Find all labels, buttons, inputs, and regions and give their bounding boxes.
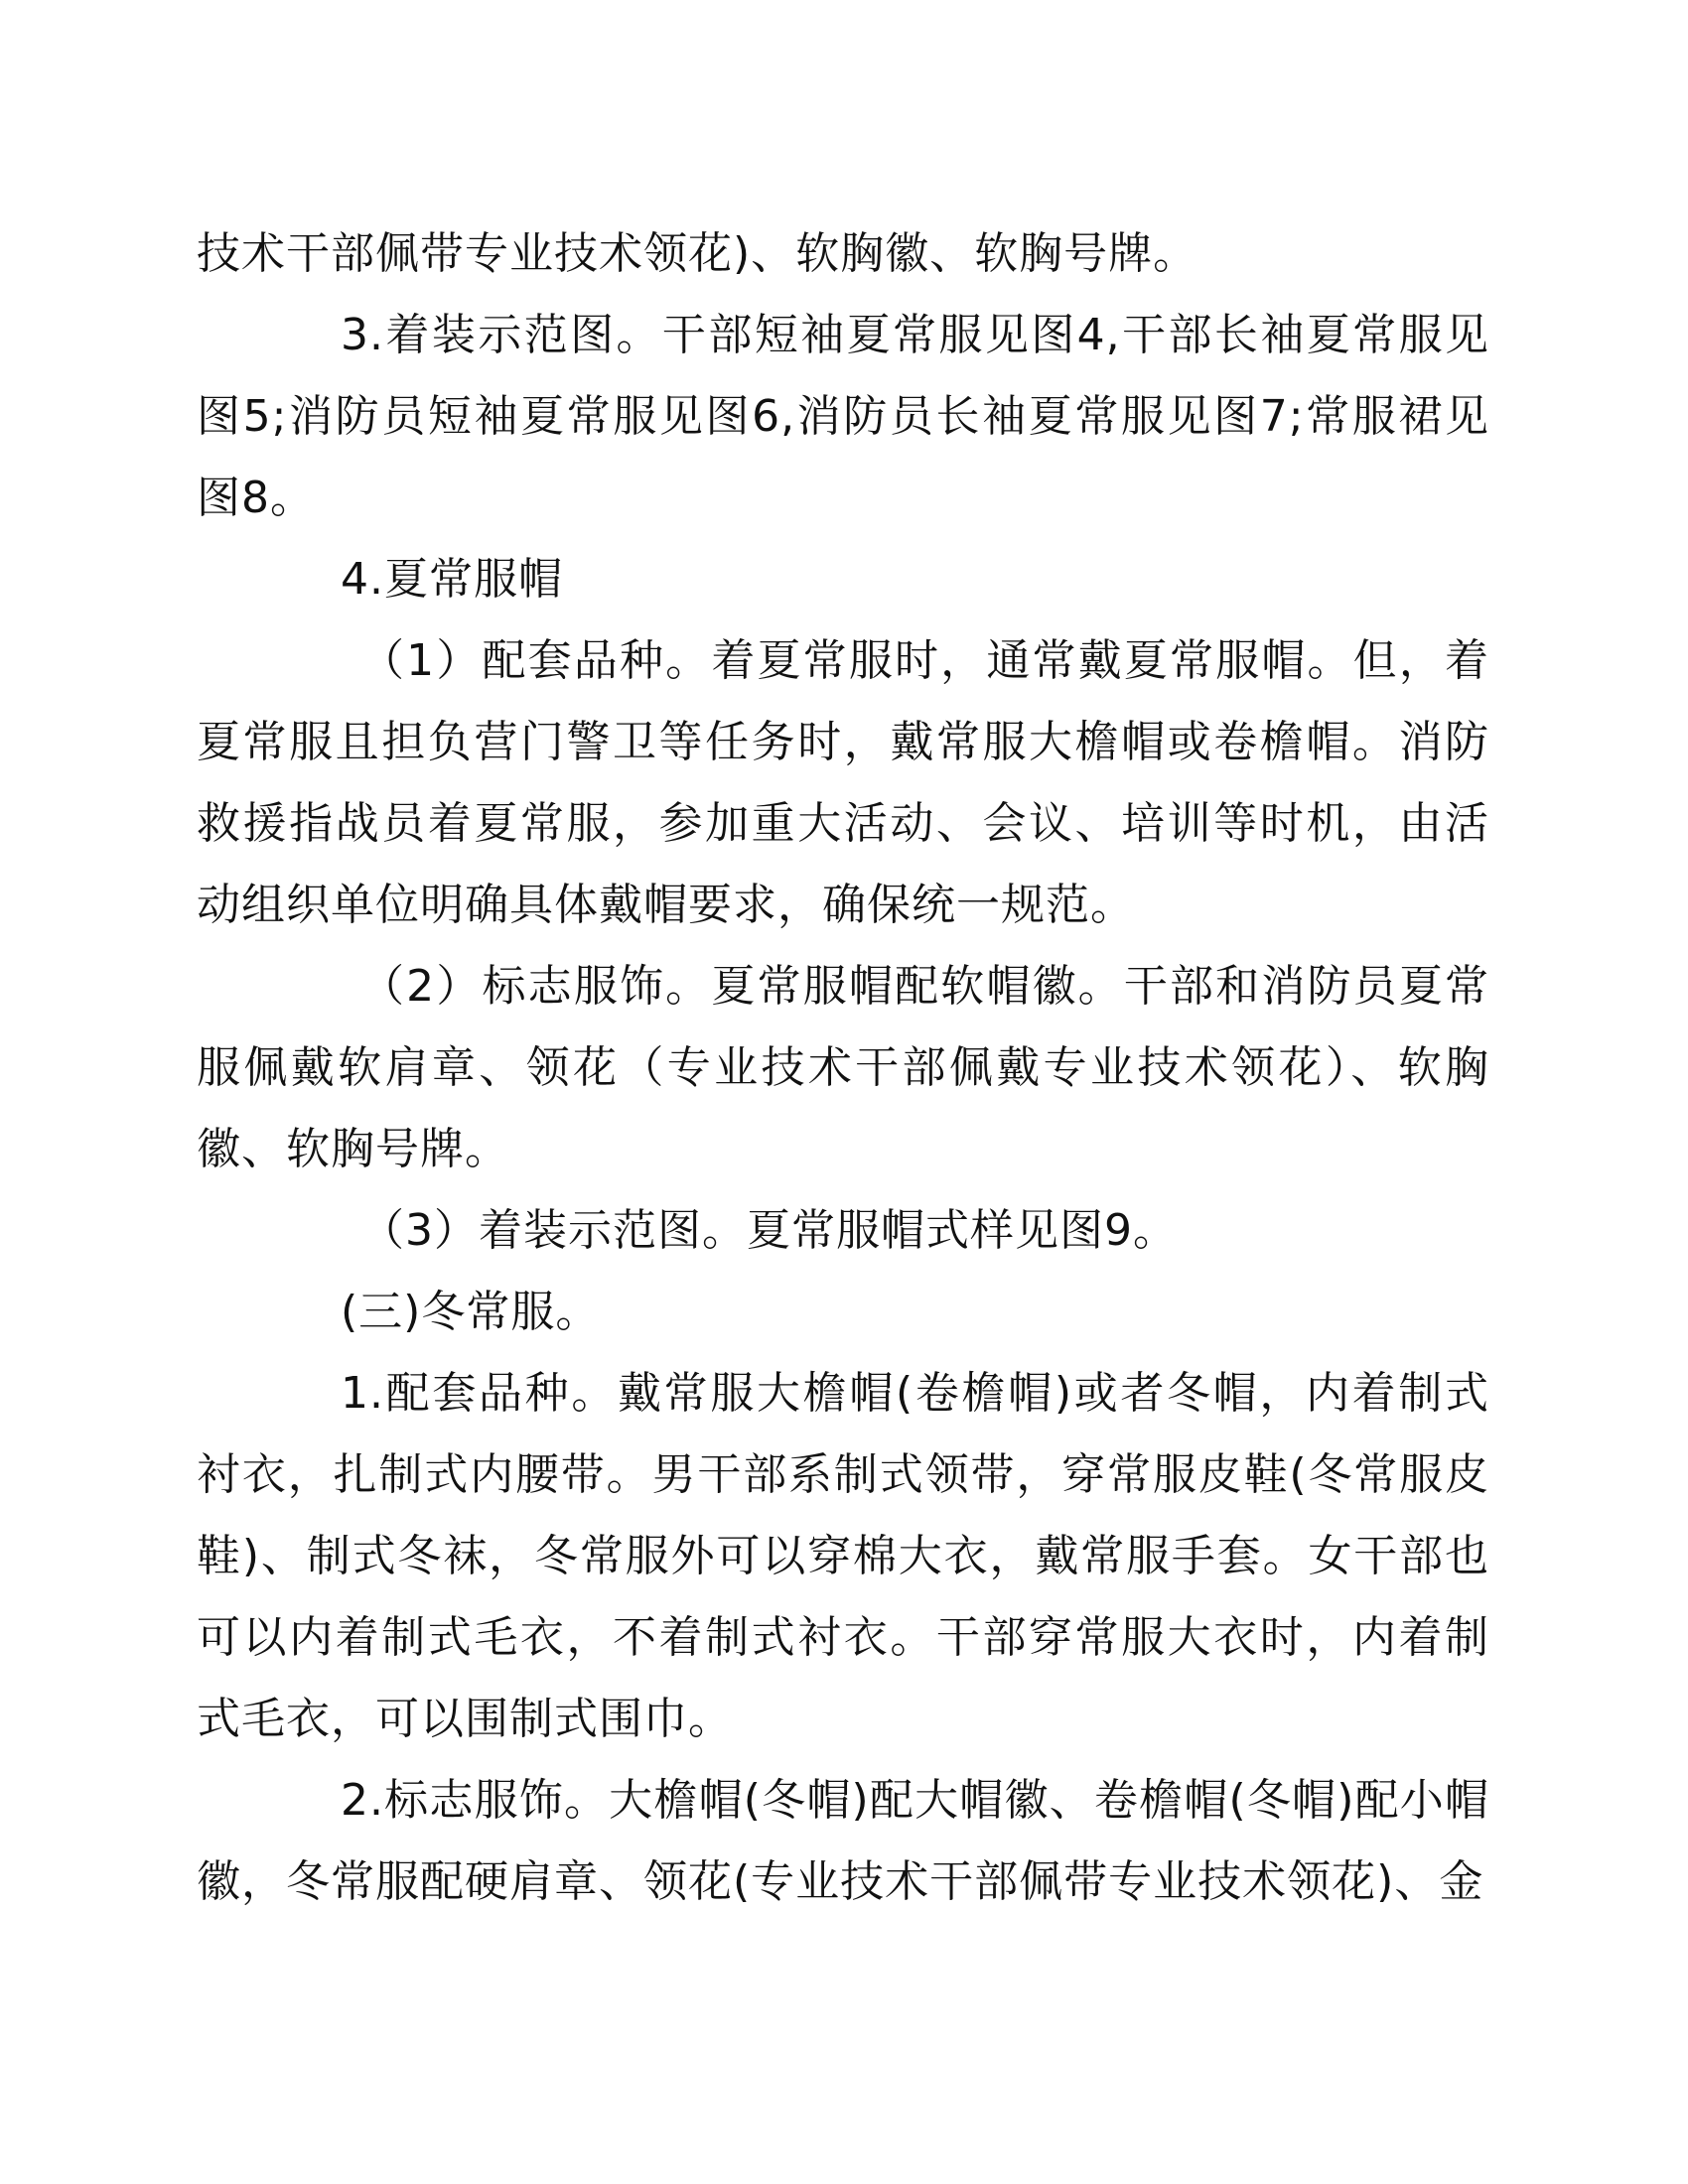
section-heading-winter-uniform: (三)冬常服。: [341, 1287, 601, 1337]
paragraph-demo-figures: 3.着装示范图。干部短袖夏常服见图4,干部长袖夏常服见图5;消防员短袖夏常服见图6,消防员长袖夏常服见图7;常服裙见图8。: [197, 310, 1489, 523]
paragraph-cap-figure: （3）着装示范图。夏常服帽式样见图9。: [360, 1205, 1178, 1256]
section-heading-summer-cap: 4.夏常服帽: [341, 554, 563, 605]
paragraph-winter-matching: 1.配套品种。戴常服大檐帽(卷檐帽)或者冬帽，内着制式衬衣，扎制式内腰带。男干部系制式领带，穿常服皮鞋(冬常服皮鞋)、制式冬袜，冬常服外可以穿棉大衣，戴常服手套。女干部也可以内着制式毛衣，不着制式衬衣。干部穿常服大衣时，内着制式毛衣，可以围制式围巾。: [197, 1368, 1489, 1744]
paragraph-continuation: 技术干部佩带专业技术领花)、软胸徽、软胸号牌。: [197, 228, 1198, 279]
paragraph-winter-insignia: 2.标志服饰。大檐帽(冬帽)配大帽徽、卷檐帽(冬帽)配小帽徽，冬常服配硬肩章、领花(专业技术干部佩带专业技术领花)、金: [197, 1775, 1489, 1907]
paragraph-cap-matching: （1）配套品种。着夏常服时，通常戴夏常服帽。但，着夏常服且担负营门警卫等任务时，戴常服大檐帽或卷檐帽。消防救援指战员着夏常服，参加重大活动、会议、培训等时机，由活动组织单位明确具体戴帽要求，确保统一规范。: [197, 635, 1489, 930]
document-body: [197, 213, 1489, 1923]
paragraph-cap-insignia: （2）标志服饰。夏常服帽配软帽徽。干部和消防员夏常服佩戴软肩章、领花（专业技术干部佩戴专业技术领花）、软胸徽、软胸号牌。: [197, 961, 1489, 1174]
